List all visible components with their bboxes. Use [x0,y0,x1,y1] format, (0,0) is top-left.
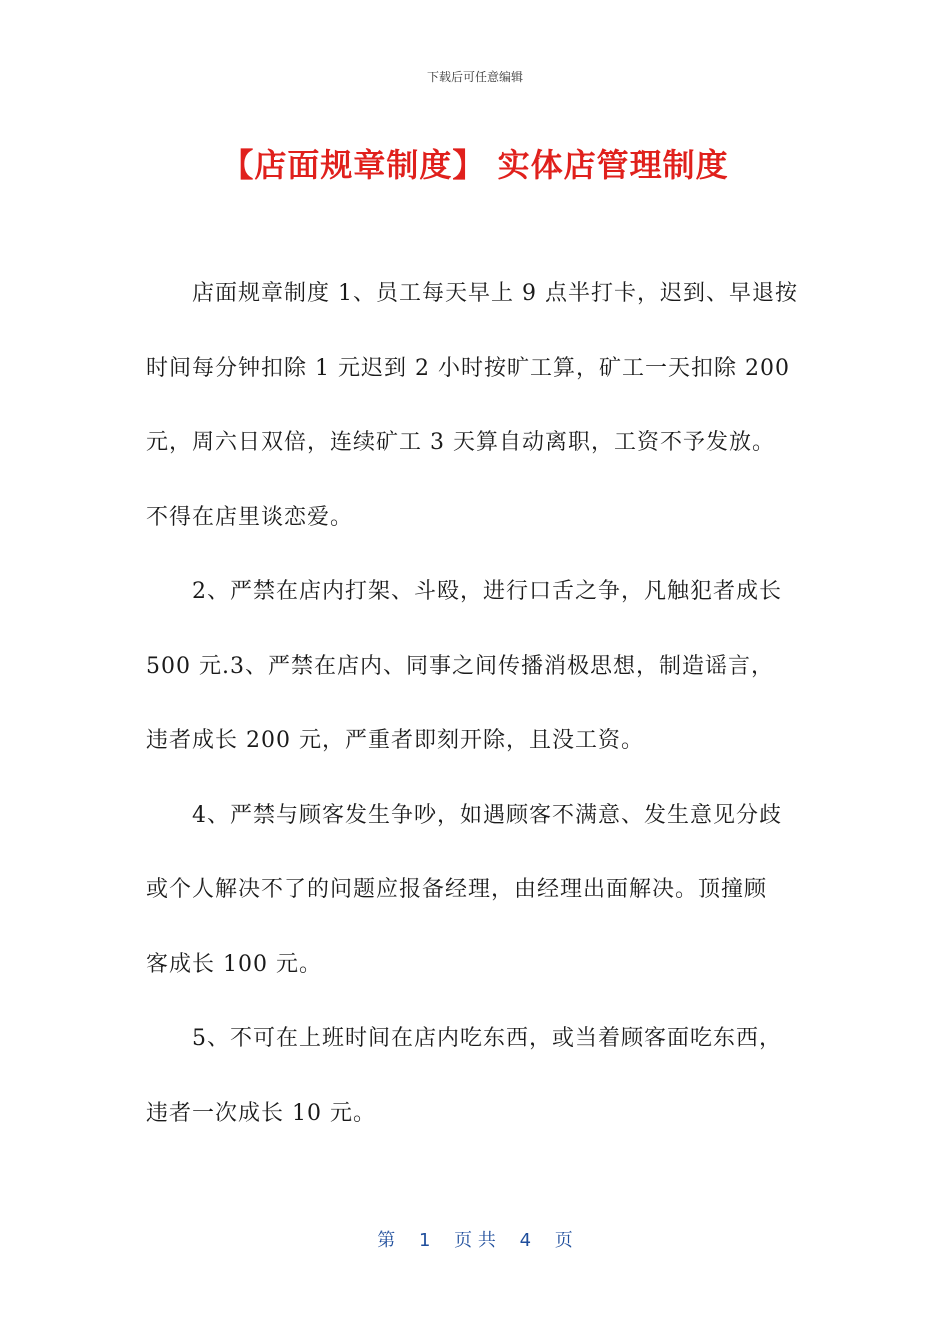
paragraph-line: 500 元.3、严禁在店内、同事之间传播消极思想，制造谣言， [146,653,774,679]
footer-page-suffix: 页 [454,1230,473,1251]
paragraph-line: 元，周六日双倍，连续矿工 3 天算自动离职，工资不予发放。 [146,430,775,455]
footer-total-suffix: 页 [554,1230,573,1251]
paragraph-line: 客成长 100 元。 [146,951,322,977]
paragraph-line: 违者一次成长 10 元。 [146,1100,376,1126]
footer-page-number: 1 [418,1230,431,1251]
paragraph-line: 2、严禁在店内打架、斗殴，进行口舌之争，凡触犯者成长 [192,579,782,604]
header-note: 下载后可任意编辑 [426,70,523,84]
footer-page-label: 第 [377,1230,396,1251]
paragraph-line: 不得在店里谈恋爱。 [146,504,354,530]
paragraph-line: 违者成长 200 元，严重者即刻开除，且没工资。 [146,728,644,753]
paragraph-line: 时间每分钟扣除 1 元迟到 2 小时按旷工算，矿工一天扣除 200 [146,355,790,381]
document-title: 【店面规章制度】 实体店管理制度 [221,146,729,184]
paragraph-line: 店面规章制度 1、员工每天早上 9 点半打卡，迟到、早退按 [192,281,798,306]
page-footer [0,1226,950,1252]
document-body [146,262,806,1156]
paragraph-line: 5、不可在上班时间在店内吃东西，或当着顾客面吃东西， [192,1026,782,1051]
paragraph-line: 或个人解决不了的问题应报备经理，由经理出面解决。顶撞顾 [146,877,768,902]
paragraph-line: 4、严禁与顾客发生争吵，如遇顾客不满意、发生意见分歧 [192,802,782,828]
footer-total-label: 共 [477,1230,496,1251]
footer-total-pages: 4 [519,1230,532,1251]
